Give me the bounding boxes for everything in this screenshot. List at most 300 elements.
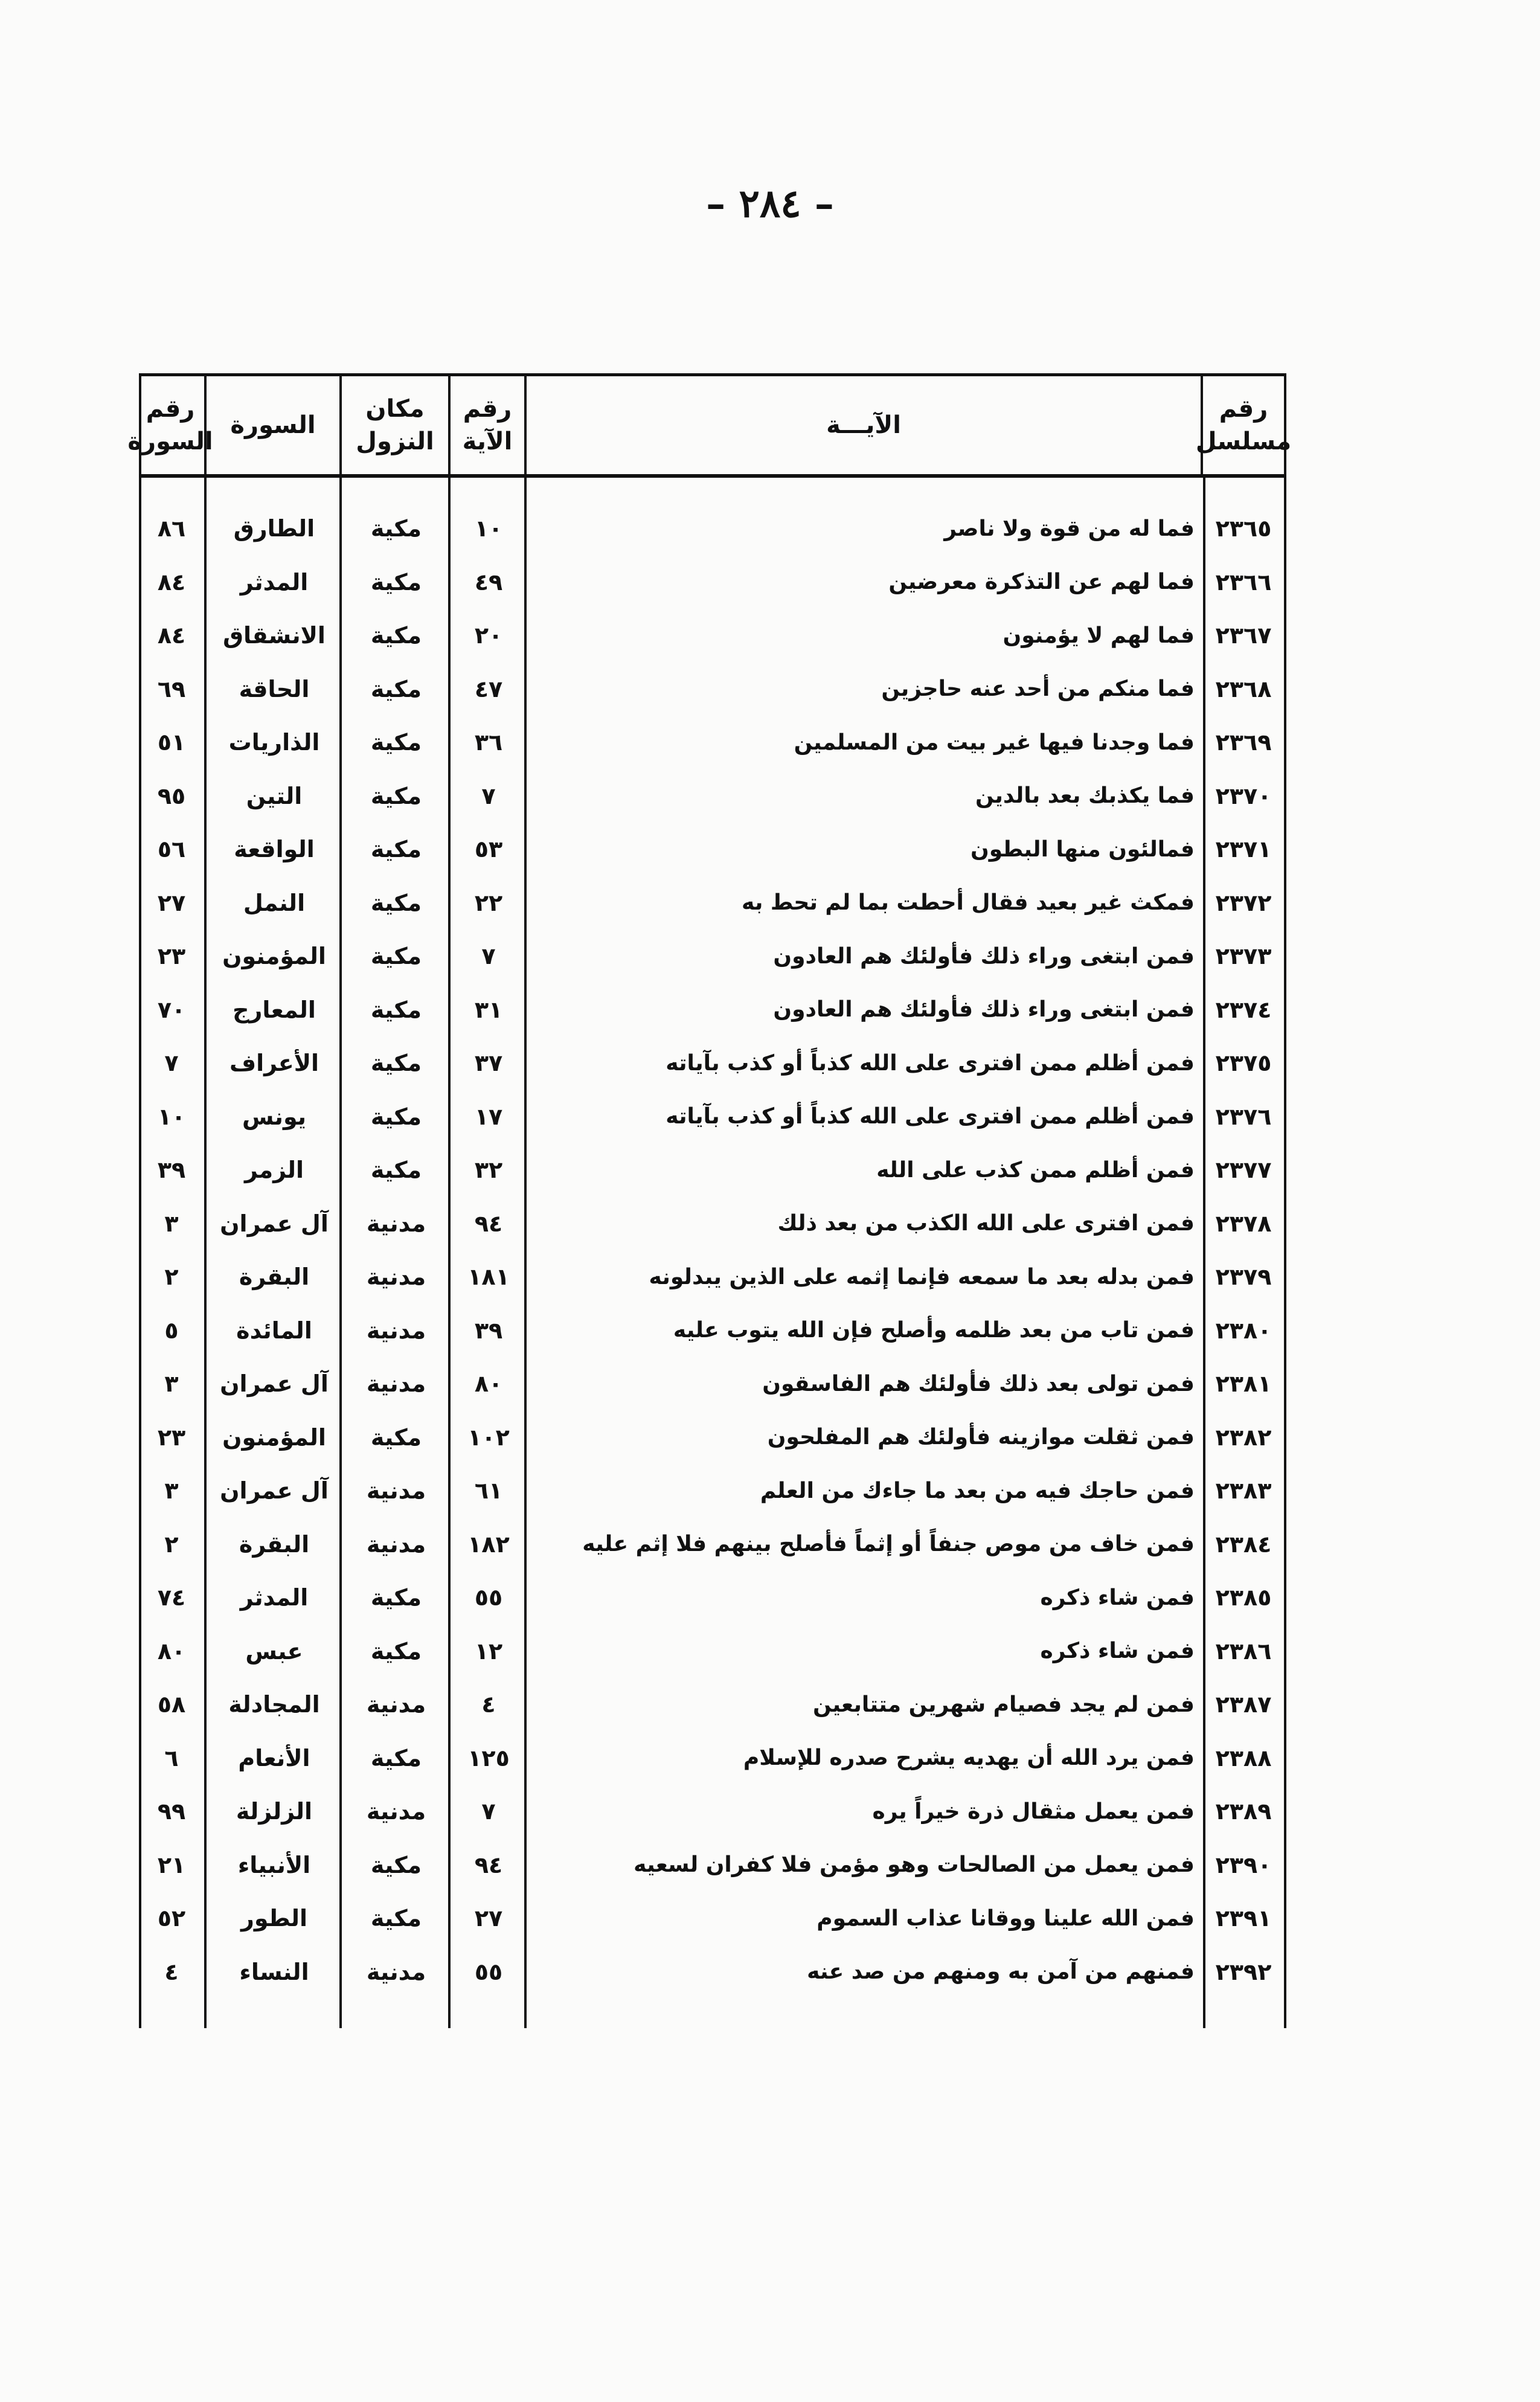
row-serial-number-text: ٢٣٩١ — [1215, 1905, 1272, 1932]
row-surah-name-text: الانشقاق — [223, 622, 326, 649]
row-revelation-place-text: مكية — [370, 1905, 422, 1932]
table-row — [141, 1090, 1284, 1144]
row-verse-number-text: ٢٧ — [474, 1905, 503, 1932]
verse-index-table — [127, 373, 1292, 2028]
row-verse-number — [451, 556, 527, 609]
row-ayah-text — [527, 1785, 1203, 1838]
row-revelation-place-text: مكية — [370, 1851, 422, 1878]
row-revelation-place — [342, 1732, 451, 1785]
row-ayah-text-text: فمن تاب من بعد ظلمه وأصلح فإن الله يتوب عليه — [673, 1318, 1195, 1343]
row-verse-number — [451, 1250, 527, 1304]
table-header — [127, 373, 1292, 478]
row-revelation-place — [342, 1678, 451, 1732]
row-serial-number — [1203, 1143, 1284, 1197]
row-surah-number-text: ٨٠ — [157, 1637, 186, 1665]
row-ayah-text — [527, 1678, 1203, 1732]
row-ayah-text — [527, 1411, 1203, 1465]
row-surah-name-text: المدثر — [240, 1584, 309, 1611]
row-ayah-text — [527, 823, 1203, 876]
row-surah-number — [136, 983, 207, 1037]
row-verse-number-text: ٥٥ — [474, 1584, 503, 1611]
row-verse-number — [451, 1036, 527, 1090]
row-verse-number — [451, 1518, 527, 1572]
row-surah-name — [207, 1036, 342, 1090]
row-revelation-place-text: مكية — [370, 568, 422, 596]
row-serial-number-text: ٢٣٨٧ — [1215, 1691, 1272, 1718]
row-ayah-text-text: فمن تولى بعد ذلك فأولئك هم الفاسقون — [762, 1371, 1195, 1396]
row-verse-number — [451, 1464, 527, 1518]
row-serial-number — [1203, 1250, 1284, 1304]
row-ayah-text — [527, 1945, 1203, 1999]
row-surah-name — [207, 1304, 342, 1358]
row-ayah-text-text: فما وجدنا فيها غير بيت من المسلمين — [794, 730, 1195, 755]
row-ayah-text — [527, 983, 1203, 1037]
row-revelation-place-text: مدنية — [366, 1530, 426, 1558]
row-verse-number — [451, 1892, 527, 1945]
row-revelation-place-text: مكية — [370, 943, 422, 970]
row-revelation-place-text: مدنية — [366, 1477, 426, 1504]
row-revelation-place-text: مدنية — [366, 1958, 426, 1985]
row-surah-number-text: ٥ — [164, 1317, 179, 1344]
row-verse-number-text: ١٨١ — [467, 1264, 510, 1291]
row-surah-number-text: ٣ — [164, 1477, 179, 1504]
row-serial-number-text: ٢٣٨٨ — [1215, 1744, 1272, 1771]
row-surah-name-text: البقرة — [239, 1264, 310, 1291]
row-serial-number — [1203, 716, 1284, 769]
row-surah-name — [207, 556, 342, 609]
row-serial-number — [1203, 556, 1284, 609]
row-surah-name-text: الطور — [241, 1905, 308, 1932]
row-revelation-place — [342, 1571, 451, 1625]
row-revelation-place-text: مكية — [370, 996, 422, 1023]
row-serial-number — [1203, 1090, 1284, 1144]
row-serial-number — [1203, 1304, 1284, 1358]
row-surah-number-text: ٢١ — [157, 1851, 186, 1878]
column-divider — [524, 478, 527, 2028]
row-verse-number — [451, 1678, 527, 1732]
row-surah-name — [207, 1732, 342, 1785]
row-revelation-place — [342, 1892, 451, 1945]
row-verse-number — [451, 1945, 527, 1999]
row-surah-name — [207, 1250, 342, 1304]
row-ayah-text-text: فما منكم من أحد عنه حاجزين — [881, 676, 1195, 702]
row-surah-number — [136, 556, 207, 609]
column-divider — [204, 478, 207, 2028]
row-ayah-text — [527, 556, 1203, 609]
row-surah-number-text: ٢٣ — [157, 943, 186, 970]
row-serial-number-text: ٢٣٦٥ — [1215, 515, 1272, 542]
row-revelation-place-text: مكية — [370, 1744, 422, 1771]
row-serial-number-text: ٢٣٦٨ — [1215, 675, 1272, 702]
row-surah-number-text: ٩٩ — [157, 1798, 186, 1825]
row-ayah-text-text: فمن أظلم ممن افترى على الله كذباً أو كذب بآياته — [666, 1104, 1195, 1129]
row-surah-name-text: المجادلة — [228, 1691, 320, 1718]
row-serial-number-text: ٢٣٩٢ — [1215, 1958, 1272, 1985]
row-surah-number-text: ٣٩ — [157, 1157, 186, 1184]
row-revelation-place-text: مدنية — [366, 1317, 426, 1344]
row-verse-number — [451, 1197, 527, 1251]
row-surah-name — [207, 1090, 342, 1144]
table-row — [141, 1678, 1284, 1732]
row-ayah-text-text: فما يكذبك بعد بالدين — [975, 783, 1195, 809]
row-ayah-text-text: فمن خاف من موص جنفاً أو إثماً فأصلح بينهم فلا إثم عليه — [582, 1532, 1195, 1557]
row-surah-name — [207, 1678, 342, 1732]
column-divider — [339, 478, 342, 2028]
row-surah-name-text: الزمر — [244, 1157, 304, 1184]
row-surah-name — [207, 1945, 342, 1999]
row-surah-number — [136, 1785, 207, 1838]
row-surah-number — [136, 1411, 207, 1465]
row-surah-number-text: ٥٢ — [157, 1905, 186, 1932]
row-serial-number-text: ٢٣٨١ — [1215, 1370, 1272, 1398]
row-revelation-place-text: مدنية — [366, 1798, 426, 1825]
row-revelation-place-text: مكية — [370, 836, 422, 863]
row-serial-number-text: ٢٣٦٩ — [1215, 729, 1272, 756]
row-verse-number-text: ٣١ — [474, 996, 503, 1023]
row-serial-number-text: ٢٣٧٤ — [1215, 996, 1272, 1023]
row-revelation-place-text: مكية — [370, 622, 422, 649]
row-verse-number — [451, 1143, 527, 1197]
row-surah-name-text: الأنبياء — [237, 1851, 311, 1878]
table-row — [141, 609, 1284, 663]
row-surah-name — [207, 1464, 342, 1518]
row-surah-name-text: الذاريات — [228, 729, 320, 756]
row-ayah-text-text: فمن الله علينا ووقانا عذاب السموم — [817, 1906, 1195, 1931]
row-surah-name-text: الواقعة — [234, 836, 315, 863]
row-surah-name — [207, 1625, 342, 1678]
row-verse-number — [451, 716, 527, 769]
row-revelation-place-text: مكية — [370, 1424, 422, 1451]
row-surah-number-text: ٧٠ — [157, 996, 186, 1023]
row-revelation-place — [342, 663, 451, 716]
row-surah-name — [207, 983, 342, 1037]
table-row — [141, 1197, 1284, 1251]
row-surah-number — [136, 1892, 207, 1945]
row-serial-number — [1203, 1892, 1284, 1945]
row-revelation-place-text: مدنية — [366, 1264, 426, 1291]
row-surah-number — [136, 609, 207, 663]
row-serial-number-text: ٢٣٨٤ — [1215, 1530, 1272, 1558]
row-surah-number-text: ٨٤ — [157, 622, 186, 649]
row-surah-name-text: المدثر — [240, 568, 309, 596]
table-row — [141, 1945, 1284, 1999]
row-surah-number — [136, 502, 207, 556]
row-surah-name-text: الزلزلة — [236, 1798, 313, 1825]
row-serial-number-text: ٢٣٨٩ — [1215, 1798, 1272, 1825]
row-surah-name — [207, 876, 342, 930]
row-surah-number — [136, 823, 207, 876]
row-serial-number — [1203, 1625, 1284, 1678]
row-ayah-text-text: فمن شاء ذكره — [1040, 1585, 1195, 1610]
row-serial-number — [1203, 1464, 1284, 1518]
row-verse-number-text: ٤ — [481, 1691, 496, 1718]
row-ayah-text-text: فمن ابتغى وراء ذلك فأولئك هم العادون — [773, 997, 1195, 1023]
row-verse-number — [451, 1090, 527, 1144]
row-revelation-place-text: مكية — [370, 515, 422, 542]
row-revelation-place — [342, 1838, 451, 1892]
row-surah-number-text: ٣ — [164, 1370, 179, 1398]
row-ayah-text-text: فمن بدله بعد ما سمعه فإنما إثمه على الذين يبدلونه — [649, 1264, 1195, 1289]
row-revelation-place — [342, 1945, 451, 1999]
row-verse-number-text: ٥٣ — [474, 836, 503, 863]
row-verse-number — [451, 1625, 527, 1678]
row-serial-number — [1203, 1518, 1284, 1572]
row-serial-number — [1203, 609, 1284, 663]
row-serial-number-text: ٢٣٨٢ — [1215, 1424, 1272, 1451]
row-revelation-place — [342, 1625, 451, 1678]
column-divider — [448, 478, 451, 2028]
row-verse-number-text: ٩٤ — [474, 1210, 503, 1237]
row-surah-name-text: التين — [246, 782, 303, 809]
row-surah-number — [136, 1838, 207, 1892]
row-serial-number-text: ٢٣٧٠ — [1215, 782, 1272, 809]
row-verse-number — [451, 1304, 527, 1358]
row-surah-number-text: ٢ — [164, 1530, 179, 1558]
row-ayah-text-text: فمن يرد الله أن يهديه يشرح صدره للإسلام — [743, 1745, 1195, 1771]
row-serial-number-text: ٢٣٧١ — [1215, 836, 1272, 863]
row-serial-number — [1203, 876, 1284, 930]
row-verse-number-text: ١٠ — [474, 515, 503, 542]
row-surah-number-text: ٧ — [164, 1050, 179, 1077]
row-surah-number-text: ٧٤ — [157, 1584, 186, 1611]
row-revelation-place — [342, 1143, 451, 1197]
row-surah-number-text: ٣ — [164, 1210, 179, 1237]
header-revelation-place: مكان النزول — [342, 376, 451, 474]
row-revelation-place — [342, 1411, 451, 1465]
row-verse-number — [451, 1732, 527, 1785]
row-serial-number-text: ٢٣٧٨ — [1215, 1210, 1272, 1237]
row-surah-number — [136, 1945, 207, 1999]
row-surah-name — [207, 1411, 342, 1465]
row-ayah-text — [527, 1464, 1203, 1518]
row-ayah-text-text: فما له من قوة ولا ناصر — [944, 516, 1195, 541]
table-row — [141, 983, 1284, 1037]
row-surah-number — [136, 663, 207, 716]
row-surah-name-text: المعارج — [233, 996, 316, 1023]
row-ayah-text — [527, 716, 1203, 769]
table-row — [141, 823, 1284, 876]
row-surah-number — [136, 1518, 207, 1572]
row-serial-number-text: ٢٣٨٦ — [1215, 1637, 1272, 1665]
row-revelation-place — [342, 1304, 451, 1358]
header-surah-number: رقم السورة — [136, 376, 207, 474]
row-revelation-place — [342, 1090, 451, 1144]
row-surah-number — [136, 1464, 207, 1518]
table-row — [141, 1571, 1284, 1625]
table-row — [141, 1518, 1284, 1572]
row-revelation-place — [342, 1197, 451, 1251]
row-surah-name — [207, 502, 342, 556]
row-verse-number — [451, 609, 527, 663]
row-revelation-place — [342, 823, 451, 876]
row-serial-number — [1203, 1678, 1284, 1732]
row-surah-name-text: آل عمران — [220, 1210, 329, 1237]
row-ayah-text-text: فمن ثقلت موازينه فأولئك هم المفلحون — [767, 1425, 1195, 1450]
row-revelation-place-text: مكية — [370, 1103, 422, 1130]
row-surah-name-text: عبس — [245, 1637, 303, 1665]
row-surah-number — [136, 716, 207, 769]
row-verse-number — [451, 1571, 527, 1625]
header-ayah: الآيـــة — [527, 376, 1203, 474]
row-revelation-place — [342, 876, 451, 930]
row-surah-number-text: ١٠ — [157, 1103, 186, 1130]
row-surah-name — [207, 1197, 342, 1251]
row-surah-name — [207, 1518, 342, 1572]
row-ayah-text-text: فما لهم عن التذكرة معرضين — [888, 570, 1195, 595]
row-ayah-text — [527, 1518, 1203, 1572]
row-ayah-text — [527, 1143, 1203, 1197]
table-row — [141, 663, 1284, 716]
row-surah-number — [136, 1197, 207, 1251]
row-revelation-place-text: مدنية — [366, 1210, 426, 1237]
row-serial-number-text: ٢٣٧٧ — [1215, 1157, 1272, 1184]
row-surah-number-text: ٥٨ — [157, 1691, 186, 1718]
row-ayah-text-text: فمن يعمل مثقال ذرة خيراً يره — [872, 1799, 1195, 1824]
row-verse-number-text: ٨٠ — [474, 1370, 503, 1398]
row-surah-name — [207, 1143, 342, 1197]
row-surah-number-text: ٨٦ — [157, 515, 186, 542]
row-ayah-text-text: فمن أظلم ممن افترى على الله كذباً أو كذب بآياته — [666, 1050, 1195, 1076]
row-surah-number-text: ٦ — [164, 1744, 179, 1771]
row-revelation-place-text: مكية — [370, 1157, 422, 1184]
row-revelation-place — [342, 609, 451, 663]
row-revelation-place-text: مكية — [370, 1584, 422, 1611]
row-verse-number-text: ٣٩ — [474, 1317, 503, 1344]
row-surah-name-text: الطارق — [233, 515, 315, 542]
table-row — [141, 1250, 1284, 1304]
row-verse-number-text: ٧ — [481, 1798, 496, 1825]
row-serial-number — [1203, 1197, 1284, 1251]
row-verse-number-text: ٧ — [481, 943, 496, 970]
row-surah-number — [136, 1571, 207, 1625]
row-ayah-text — [527, 663, 1203, 716]
row-surah-name-text: النساء — [239, 1958, 309, 1985]
row-revelation-place — [342, 1036, 451, 1090]
row-surah-name — [207, 1785, 342, 1838]
row-surah-name-text: المائدة — [236, 1317, 312, 1344]
row-serial-number — [1203, 823, 1284, 876]
row-surah-number-text: ٦٩ — [157, 675, 186, 702]
row-surah-number — [136, 1090, 207, 1144]
row-verse-number — [451, 1411, 527, 1465]
table-row — [141, 1838, 1284, 1892]
row-verse-number — [451, 1838, 527, 1892]
table-row — [141, 1411, 1284, 1465]
row-surah-name-text: آل عمران — [220, 1477, 329, 1504]
row-surah-number-text: ٩٥ — [157, 782, 186, 809]
row-ayah-text — [527, 1571, 1203, 1625]
row-revelation-place — [342, 1518, 451, 1572]
row-verse-number — [451, 769, 527, 823]
row-revelation-place — [342, 983, 451, 1037]
row-surah-number — [136, 1678, 207, 1732]
row-ayah-text — [527, 1250, 1203, 1304]
table-row — [141, 876, 1284, 930]
row-serial-number-text: ٢٣٨٣ — [1215, 1477, 1272, 1504]
row-verse-number — [451, 983, 527, 1037]
row-verse-number-text: ٢٠ — [474, 622, 503, 649]
row-ayah-text — [527, 1036, 1203, 1090]
row-serial-number — [1203, 1785, 1284, 1838]
row-verse-number — [451, 663, 527, 716]
row-serial-number — [1203, 983, 1284, 1037]
row-surah-number — [136, 1732, 207, 1785]
row-ayah-text-text: فمكث غير بعيد فقال أحطت بما لم تحط به — [741, 890, 1195, 916]
row-verse-number-text: ٣٢ — [474, 1157, 503, 1184]
row-surah-number-text: ٨٤ — [157, 568, 186, 596]
row-serial-number-text: ٢٣٧٥ — [1215, 1050, 1272, 1077]
row-ayah-text — [527, 1090, 1203, 1144]
row-serial-number — [1203, 663, 1284, 716]
row-surah-number — [136, 1357, 207, 1411]
row-revelation-place-text: مدنية — [366, 1370, 426, 1398]
table-row — [141, 1892, 1284, 1945]
row-verse-number-text: ١٨٢ — [467, 1530, 510, 1558]
row-surah-name-text: النمل — [243, 889, 306, 916]
row-verse-number-text: ٥٥ — [474, 1958, 503, 1985]
row-revelation-place — [342, 1357, 451, 1411]
row-surah-name-text: البقرة — [239, 1530, 310, 1558]
row-serial-number-text: ٢٣٧٩ — [1215, 1264, 1272, 1291]
row-serial-number-text: ٢٣٧٢ — [1215, 889, 1272, 916]
row-ayah-text — [527, 930, 1203, 983]
table-body-rows — [141, 502, 1284, 2028]
row-revelation-place — [342, 1250, 451, 1304]
row-surah-number — [136, 1143, 207, 1197]
row-serial-number — [1203, 1411, 1284, 1465]
column-divider — [1203, 478, 1205, 2028]
row-surah-number — [136, 876, 207, 930]
row-revelation-place — [342, 1785, 451, 1838]
row-ayah-text — [527, 769, 1203, 823]
row-serial-number — [1203, 930, 1284, 983]
row-ayah-text-text: فمن لم يجد فصيام شهرين متتابعين — [812, 1692, 1195, 1717]
row-revelation-place — [342, 716, 451, 769]
row-ayah-text — [527, 1892, 1203, 1945]
row-ayah-text — [527, 1838, 1203, 1892]
row-verse-number-text: ١٢٥ — [467, 1744, 510, 1771]
table-row — [141, 556, 1284, 609]
row-revelation-place-text: مكية — [370, 889, 422, 916]
row-surah-name-text: الأعراف — [229, 1050, 319, 1077]
row-surah-number-text: ٥١ — [157, 729, 186, 756]
row-surah-name — [207, 716, 342, 769]
row-surah-number-text: ٢ — [164, 1264, 179, 1291]
row-verse-number — [451, 1785, 527, 1838]
row-surah-name-text: الأنعام — [238, 1744, 310, 1771]
row-revelation-place — [342, 930, 451, 983]
row-surah-name — [207, 663, 342, 716]
row-serial-number — [1203, 1571, 1284, 1625]
row-surah-number-text: ٢٣ — [157, 1424, 186, 1451]
row-serial-number-text: ٢٣٦٧ — [1215, 622, 1272, 649]
row-revelation-place — [342, 556, 451, 609]
row-ayah-text-text: فمن حاجك فيه من بعد ما جاءك من العلم — [760, 1478, 1195, 1503]
row-surah-number — [136, 1304, 207, 1358]
row-ayah-text — [527, 876, 1203, 930]
table-row — [141, 716, 1284, 769]
row-ayah-text — [527, 1357, 1203, 1411]
row-surah-name — [207, 1838, 342, 1892]
row-verse-number-text: ٤٧ — [474, 675, 503, 702]
row-ayah-text-text: فمن ابتغى وراء ذلك فأولئك هم العادون — [773, 943, 1195, 969]
row-verse-number-text: ٦١ — [474, 1477, 503, 1504]
row-serial-number — [1203, 769, 1284, 823]
row-serial-number — [1203, 1838, 1284, 1892]
table-row — [141, 1304, 1284, 1358]
row-surah-name — [207, 1357, 342, 1411]
row-surah-name-text: يونس — [242, 1103, 307, 1130]
